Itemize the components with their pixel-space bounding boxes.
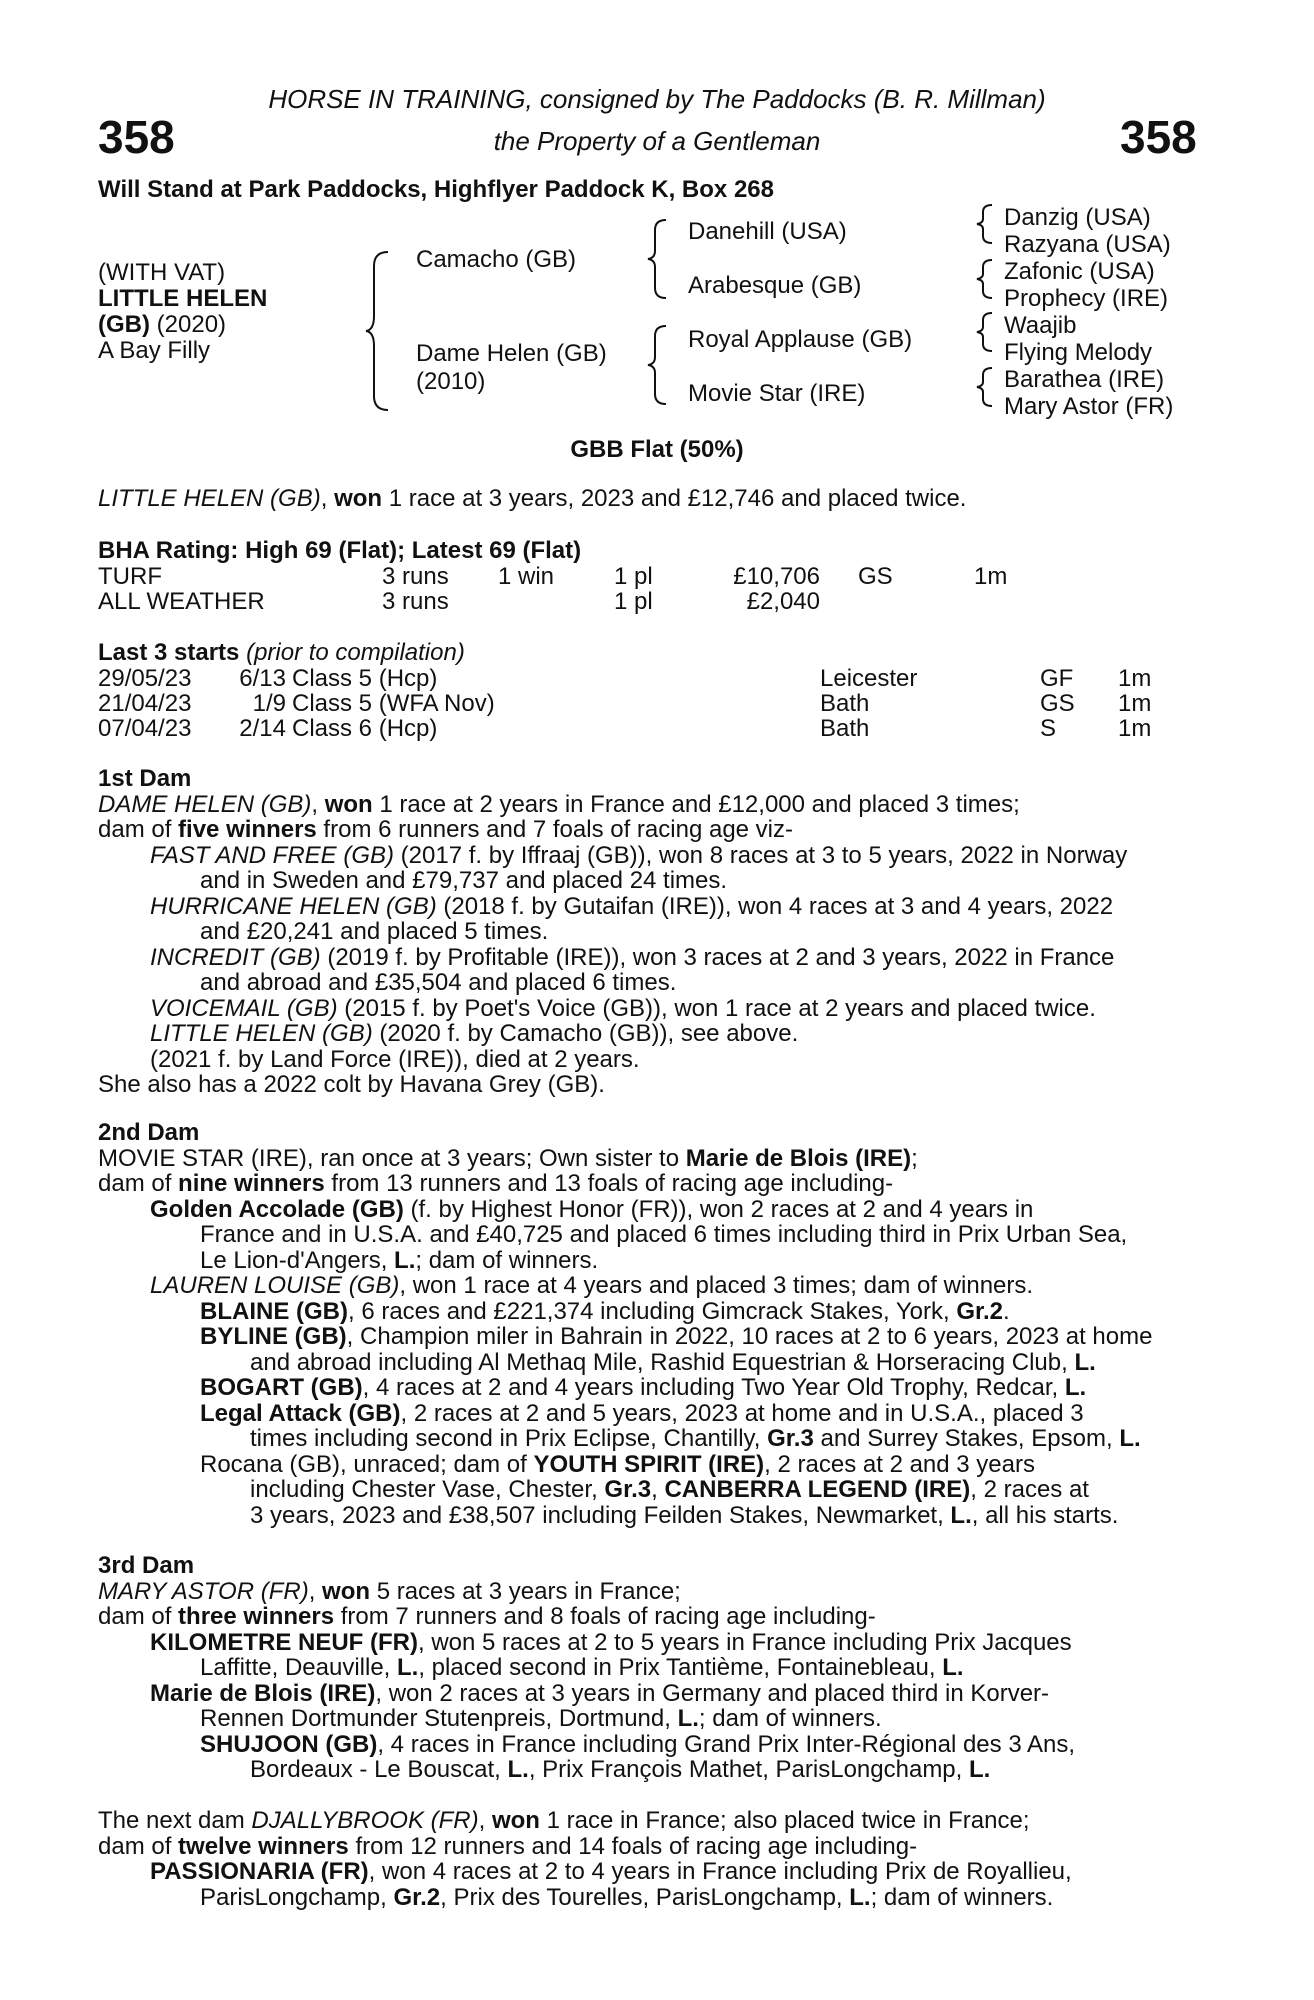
pedigree-g5: Waajib: [1004, 312, 1077, 339]
last3-title: Last 3 starts (prior to compilation): [98, 639, 465, 666]
pedigree-sire-sire: Danehill (USA): [688, 218, 847, 245]
second-dam-section: 2nd Dam MOVIE STAR (IRE), ran once at 3 years; Own sister to Marie de Blois (IRE); dam of nine winners from 13 runners and 13 foals of racing age including- Golden Accolade (GB) (f. by Highest Honor (FR)), won 2 races at 2 and 4 years in France and in U.S.A. and £40,725 and placed 6 times including third in Prix Urban Sea, Le Lion-d'Angers, L.; dam of winners. LAUREN LOUISE (GB), won 1 race at 4 years and placed 3 times; dam of winners. BLAINE (GB), 6 races and £221,374 including Gimcrack Stakes, York, Gr.2. BYLINE (GB), Champion miler in Bahrain in 2022, 10 races at 2 to 6 years, 2023 at home and abroad including Al Methaq Mile, Rashid Equestrian & Horseracing Club, L. BOGART (GB), 4 races at 2 and 4 years including Two Year Old Trophy, Redcar, L. Legal Attack (GB), 2 races at 2 and 5 years, 2023 at home and in U.S.A., placed 3 times including second in Prix Eclipse, Chantilly, Gr.3 and Surrey Stakes, Epsom, L. Rocana (GB), unraced; dam of YOUTH SPIRIT (IRE), 2 races at 2 and 3 years including Chester Vase, Chester, Gr.3, CANBERRA LEGEND (IRE), 2 races at 3 years, 2023 and £38,507 including Feilden Stakes, Newmarket, L., all his starts.: [98, 1120, 1206, 1528]
next-dam-section: The next dam DJALLYBROOK (FR), won 1 race in France; also placed twice in France; dam of twelve winners from 12 runners and 14 foals of racing age including- PASSIONARIA (FR), won 4 races at 2 to 4 years in France including Prix de Royallieu, ParisLongchamp, Gr.2, Prix des Tourelles, ParisLongchamp, L.; dam of winners.: [98, 1807, 1072, 1911]
pedigree-g8: Mary Astor (FR): [1004, 393, 1174, 420]
pedigree-g3: Zafonic (USA): [1004, 258, 1155, 285]
stand-location: Will Stand at Park Paddocks, Highflyer Paddock K, Box 268: [98, 176, 774, 203]
catalogue-page: 358 358 HORSE IN TRAINING, consigned by The Paddocks (B. R. Millman) the Property of a Gentleman Will Stand at Park Paddocks, Highflyer Paddock K, Box 268 (WITH VAT) LITTLE HELEN (GB) (2020) A Bay Filly Camacho (GB) Dame Helen (GB) (2010) Danehill (USA) Arabesque (GB) Royal Applause (GB) Movie Star (IRE) Danzig (USA) Razyana (USA) Zafonic (USA) Prophecy (IRE) Waajib Flying Melody Barathea (IRE) Mary Astor (FR) GBB Flat (50%) LITTLE HELEN (GB), won 1 race at 3 years, 2023 and £12,746 and placed twice. BHA Rating: High 69 (Flat); Latest 69 (Flat) TURF 3 runs 1 win 1 pl £10,706 GS 1m ALL WEATHER 3 runs 1 pl £2,040 Last 3 starts (prior to compilation) 29/05/23 6/13 Class 5 (Hcp) Leicester GF 1m 21/04/23 1/9 Class 5 (WFA Nov) Bath GS 1m 07/04/23 2/14 Class 6 (Hcp) Bath S 1m 1st Dam DAME HELEN (GB), won 1 race at 2 years in France and £12,000 and placed 3 times; dam of five winners from 6 runners and 7 foals of racing age viz- FAST AND FREE (GB) (2017 f. by Iffraaj (GB)), won 8 races at 3 to 5 years, 2022 in Norway and in Sweden and £79,737 and placed 24 times. HURRICANE HELEN (GB) (2018 f. by Gutaifan (IRE)), won 4 races at 3 and 4 years, 2022 and £20,241 and placed 5 times. INCREDIT (GB) (2019 f. by Profitable (IRE)), won 3 races at 2 and 3 years, 2022 in France and abroad and £35,504 and placed 6 times. VOICEMAIL (GB) (2015 f. by Poet's Voice (GB)), won 1 race at 2 years and placed twice. LITTLE HELEN (GB) (2020 f. by Camacho (GB)), see above. (2021 f. by Land Force (IRE)), died at 2 years. She also has a 2022 colt by Havana Grey (GB). 2nd Dam MOVIE STAR (IRE), ran once at 3 years; Own sister to Marie de Blois (IRE); dam of nine winners from 13 runners and 13 foals of racing age including- Golden Accolade (GB) (f. by Highest Honor (FR)), won 2 races at 2 and 4 years in France and in U.S.A. and £40,725 and placed 6 times including third in Prix Urban Sea, Le Lion-d'Angers, L.; dam of winners. LAUREN LOUISE (GB), won 1 race at 4 years and placed 3 times; dam of winners. BLAINE (GB), 6 races and £221,374 including Gimcrack Stakes, York, Gr.2. BYLINE (GB), Champion miler in Bahrain in 2022, 10 races at 2 to 6 years, 2023 at home and abroad including Al Methaq Mile, Rashid Equestrian & Horseracing Club, L. BOGART (GB), 4 races at 2 and 4 years including Two Year Old Trophy, Redcar, L. Legal Attack (GB), 2 races at 2 and 5 years, 2023 at home and in U.S.A., placed 3 times including second in Prix Eclipse, Chantilly, Gr.3 and Surrey Stakes, Epsom, L. Rocana (GB), unraced; dam of YOUTH SPIRIT (IRE), 2 races at 2 and 3 years including Chester Vase, Chester, Gr.3, CANBERRA LEGEND (IRE), 2 races at 3 years, 2023 and £38,507 including Feilden Stakes, Newmarket, L., all his starts. 3rd Dam MARY ASTOR (FR), won 5 races at 3 years in France; dam of three winners from 7 runners and 8 foals of racing age including- KILOMETRE NEUF (FR), won 5 races at 2 to 5 years in France including Prix Jacques Laffitte, Deauville, L., placed second in Prix Tantième, Fontainebleau, L. Marie de Blois (IRE), won 2 races at 3 years in Germany and placed third in Korver- Rennen Dortmunder Stutenpreis, Dortmund, L.; dam of winners. SHUJOON (GB), 4 races in France including Grand Prix Inter-Régional des 3 Ans, Bordeaux - Le Bouscat, L., Prix François Mathet, ParisLongchamp, L. The next dam DJALLYBROOK (FR), won 1 race in France; also placed twice in France; dam of twelve winners from 12 runners and 14 foals of racing age including- PASSIONARIA (FR), won 4 races at 2 to 4 years in France including Prix de Royallieu, ParisLongchamp, Gr.2, Prix des Tourelles, ParisLongchamp, L.; dam of winners.: [0, 0, 1314, 2000]
pedigree-g6: Flying Melody: [1004, 339, 1153, 366]
first-dam-section: 1st Dam DAME HELEN (GB), won 1 race at 2 years in France and £12,000 and placed 3 times; dam of five winners from 6 runners and 7 foals of racing age viz- FAST AND FREE (GB) (2017 f. by Iffraaj (GB)), won 8 races at 3 to 5 years, 2022 in Norway and in Sweden and £79,737 and placed 24 times. HURRICANE HELEN (GB) (2018 f. by Gutaifan (IRE)), won 4 races at 3 and 4 years, 2022 and £20,241 and placed 5 times. INCREDIT (GB) (2019 f. by Profitable (IRE)), won 3 races at 2 and 3 years, 2022 in France and abroad and £35,504 and placed 6 times. VOICEMAIL (GB) (2015 f. by Poet's Voice (GB)), won 1 race at 2 years and placed twice. LITTLE HELEN (GB) (2020 f. by Camacho (GB)), see above. (2021 f. by Land Force (IRE)), died at 2 years. She also has a 2022 colt by Havana Grey (GB).: [98, 766, 1206, 1098]
pedigree-sire: Camacho (GB): [416, 246, 577, 273]
pedigree-dam-year: (2010): [416, 368, 486, 395]
property-line: the Property of a Gentleman: [493, 126, 821, 156]
pedigree-brace-4: [974, 366, 998, 408]
pedigree-brace-sire: [646, 218, 670, 300]
pedigree-brace-dam: [646, 324, 670, 406]
lot-number-left: 358: [98, 111, 175, 163]
pedigree-g2: Razyana (USA): [1004, 231, 1171, 258]
third-dam-section: 3rd Dam MARY ASTOR (FR), won 5 races at 3 years in France; dam of three winners from 7 runners and 8 foals of racing age including- KILOMETRE NEUF (FR), won 5 races at 2 to 5 years in France including Prix Jacques Laffitte, Deauville, L., placed second in Prix Tantième, Fontainebleau, L. Marie de Blois (IRE), won 2 races at 3 years in Germany and placed third in Korver- Rennen Dortmunder Stutenpreis, Dortmund, L.; dam of winners. SHUJOON (GB), 4 races in France including Grand Prix Inter-Régional des 3 Ans, Bordeaux - Le Bouscat, L., Prix François Mathet, ParisLongchamp, L.: [98, 1553, 1206, 1783]
pedigree-dam: Dame Helen (GB): [416, 340, 607, 367]
gbb-flat: GBB Flat (50%): [570, 436, 744, 463]
horse-name: LITTLE HELEN: [98, 285, 268, 312]
pedigree-dam-sire: Royal Applause (GB): [688, 326, 913, 353]
pedigree-brace-2: [974, 258, 998, 300]
bha-rating-title: BHA Rating: High 69 (Flat); Latest 69 (Flat): [98, 537, 582, 564]
second-dam-title: 2nd Dam: [98, 1119, 200, 1146]
pedigree-g1: Danzig (USA): [1004, 204, 1151, 231]
pedigree-dam-dam: Movie Star (IRE): [688, 380, 866, 407]
vat-note: (WITH VAT): [98, 259, 226, 286]
pedigree-brace-3: [974, 311, 998, 353]
pedigree-brace-main: [364, 250, 394, 412]
third-dam-title: 3rd Dam: [98, 1552, 195, 1579]
consignment-line: HORSE IN TRAINING, consigned by The Paddocks (B. R. Millman): [268, 84, 1046, 114]
pedigree-g4: Prophecy (IRE): [1004, 285, 1169, 312]
pedigree-sire-dam: Arabesque (GB): [688, 272, 862, 299]
race-summary: LITTLE HELEN (GB), won 1 race at 3 years, 2023 and £12,746 and placed twice.: [98, 485, 967, 512]
horse-name-year: (GB) (2020): [98, 311, 227, 338]
horse-description: A Bay Filly: [98, 337, 211, 364]
pedigree-brace-1: [974, 203, 998, 245]
pedigree-g7: Barathea (IRE): [1004, 366, 1165, 393]
lot-number-right: 358: [1120, 111, 1197, 163]
first-dam-title: 1st Dam: [98, 765, 192, 792]
